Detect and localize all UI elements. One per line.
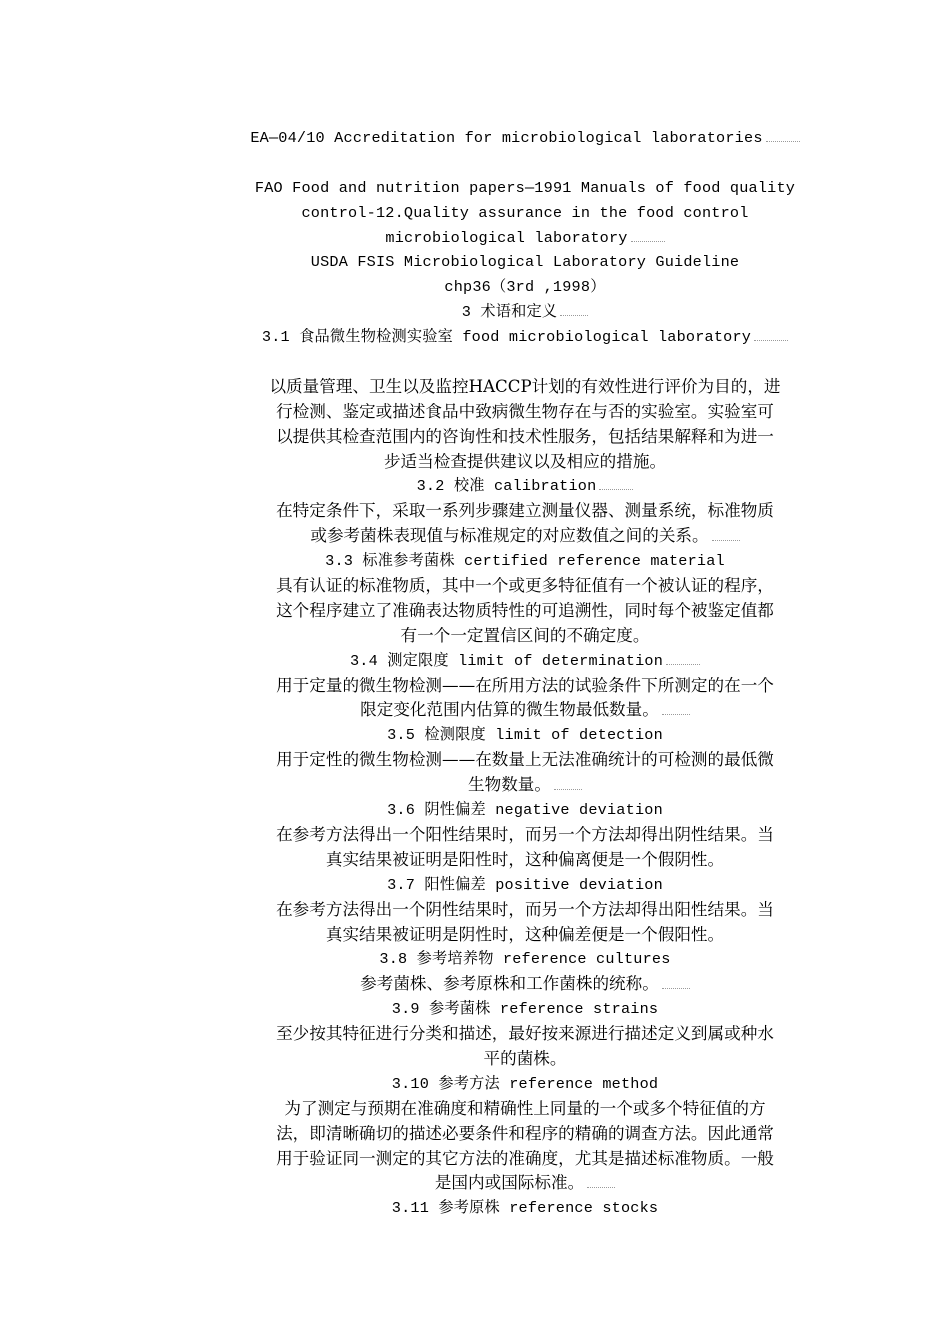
section-heading-3: 3 术语和定义	[246, 300, 804, 325]
term-body-3-5-line: 生物数量。	[246, 773, 804, 798]
term-body-3-6-line: 在参考方法得出一个阳性结果时，而另一个方法却得出阴性结果。当	[276, 824, 774, 844]
term-body-3-7-line: 在参考方法得出一个阴性结果时，而另一个方法却得出阳性结果。当	[276, 899, 774, 919]
term-body-3-1-line: 以提供其检查范围内的咨询性和技术性服务，包括结果解释和为进一	[276, 426, 774, 446]
spacer	[246, 350, 804, 375]
term-body-3-4-line: 限定变化范围内估算的微生物最低数量。	[246, 698, 804, 723]
term-heading-3-1: 3.1 食品微生物检测实验室 food microbiological laboratory	[246, 325, 804, 350]
term-heading-3-10: 3.10 参考方法 reference method	[391, 1074, 659, 1093]
dotted-mark	[662, 987, 690, 989]
document-page	[246, 126, 804, 1221]
term-body-3-1-line: 以质量管理、卫生以及监控HACCP计划的有效性进行评价为目的，进	[269, 376, 781, 396]
term-heading-3-9: 3.9 参考菌株 reference strains	[391, 1000, 659, 1019]
dotted-mark	[599, 488, 633, 490]
term-body-3-2-line: 或参考菌株表现值与标准规定的对应数值之间的关系。	[246, 524, 804, 549]
term-heading-3-5: 3.5 检测限度 limit of detection	[387, 726, 663, 745]
term-heading-3-6: 3.6 阴性偏差 negative deviation	[387, 801, 663, 820]
dotted-mark	[662, 713, 690, 715]
term-body-3-9-line: 至少按其特征进行分类和描述，最好按来源进行描述定义到属或种水	[276, 1024, 774, 1044]
term-heading-3-11: 3.11 参考原株 reference stocks	[391, 1199, 659, 1218]
reference-usda-line1: USDA FSIS Microbiological Laboratory Guideline	[310, 253, 740, 272]
reference-usda-line2: chp36（3rd ,1998）	[444, 278, 606, 297]
term-heading-3-2: 3.2 校准 calibration	[246, 474, 804, 499]
reference-fao-line2: control-12.Quality assurance in the food control	[301, 203, 749, 222]
term-body-3-4-line: 用于定量的微生物检测——在所用方法的试验条件下所测定的在一个	[276, 675, 774, 695]
dotted-mark	[560, 314, 588, 316]
reference-fao-line1: FAO Food and nutrition papers—1991 Manuals of food quality	[254, 178, 796, 197]
term-body-3-7-line: 真实结果被证明是阴性时，这种偏差便是一个假阳性。	[325, 924, 725, 944]
dotted-mark	[587, 1186, 615, 1188]
term-body-3-3-line: 具有认证的标准物质，其中一个或更多特征值有一个被认证的程序，	[276, 576, 774, 596]
term-body-3-10-line: 是国内或国际标准。	[246, 1171, 804, 1196]
term-body-3-1-line: 步适当检查提供建议以及相应的措施。	[383, 451, 667, 471]
reference-fao-line3: microbiological laboratory	[246, 226, 804, 251]
term-body-3-9-line: 平的菌株。	[483, 1048, 567, 1068]
term-body-3-10-line: 用于验证同一测定的其它方法的准确度，尤其是描述标准物质。一般	[276, 1148, 774, 1168]
term-body-3-8-line: 参考菌株、参考原株和工作菌株的统称。	[246, 972, 804, 997]
term-heading-3-7: 3.7 阳性偏差 positive deviation	[387, 875, 663, 894]
term-body-3-1-line: 行检测、鉴定或描述食品中致病微生物存在与否的实验室。实验室可	[276, 401, 774, 421]
term-heading-3-4: 3.4 测定限度 limit of determination	[246, 649, 804, 674]
dotted-mark	[666, 663, 700, 665]
term-body-3-2-line: 在特定条件下，采取一系列步骤建立测量仪器、测量系统，标准物质	[276, 501, 774, 521]
spacer	[246, 151, 804, 176]
term-heading-3-3: 3.3 标准参考菌株 certified reference material	[325, 552, 725, 571]
dotted-mark	[631, 240, 665, 242]
dotted-mark	[754, 339, 788, 341]
term-body-3-6-line: 真实结果被证明是阳性时，这种偏离便是一个假阴性。	[325, 849, 725, 869]
term-body-3-10-line: 为了测定与预期在准确度和精确性上同量的一个或多个特征值的方	[284, 1098, 766, 1118]
dotted-mark	[712, 539, 740, 541]
term-body-3-3-line: 有一个一定置信区间的不确定度。	[400, 625, 650, 645]
term-body-3-10-line: 法，即清晰确切的描述必要条件和程序的精确的调查方法。因此通常	[276, 1123, 774, 1143]
term-heading-3-8: 3.8 参考培养物 reference cultures	[379, 950, 671, 969]
dotted-mark	[554, 788, 582, 790]
term-body-3-3-line: 这个程序建立了准确表达物质特性的可追溯性，同时每个被鉴定值都	[276, 600, 774, 620]
term-body-3-5-line: 用于定性的微生物检测——在数量上无法准确统计的可检测的最低微	[276, 750, 774, 770]
reference-ea: EA—04/10 Accreditation for microbiological laboratories	[246, 126, 804, 151]
dotted-mark	[766, 140, 800, 142]
